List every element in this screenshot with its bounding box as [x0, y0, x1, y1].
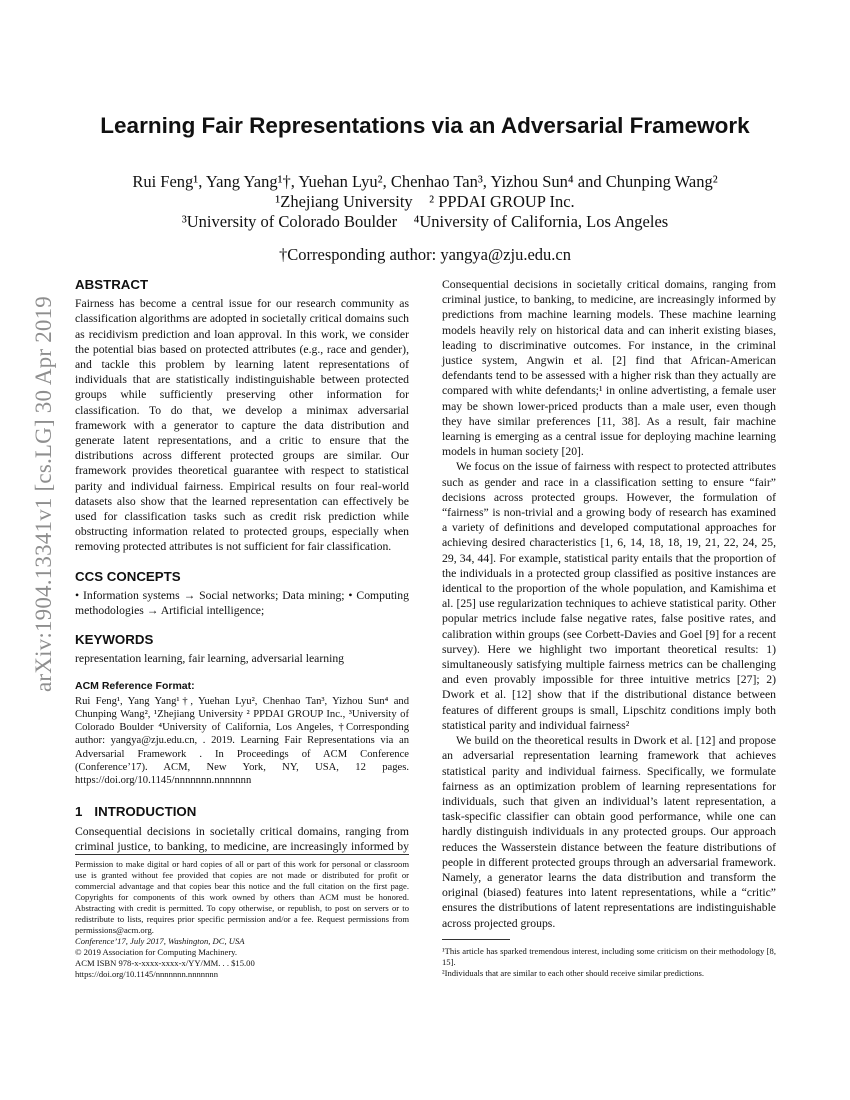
- author-block: [40, 172, 810, 265]
- corresponding-author: †Corresponding author: yangya@zju.edu.cn: [279, 245, 571, 264]
- keywords-heading: KEYWORDS: [75, 632, 154, 648]
- abstract-heading: ABSTRACT: [75, 277, 149, 292]
- arxiv-identifier: [20, 298, 68, 690]
- footnote-2: ²Individuals that are similar to each other should receive similar predictions.: [442, 968, 704, 978]
- footnote-divider: [442, 939, 510, 940]
- intro-paragraph-1: Consequential decisions in societally critical domains, ranging from criminal justice, to banking, to medicine, are increasingly informed by predictions from machine learning models. These machine learning models heavily rely on historical data and can inherit existing biases, leading to discriminative outcomes. For instance, in the criminal justice system, Angwin et al. [2] find that African-American defendants tend to be assessed with a higher risk than they actually are compared with white defendants;¹ in online advertisting, a female user may be shown lower-priced products than a male user, even though they have similar preferences [11, 38]. As a result, fair machine learning is emerging as a central issue for deploying machine learning models in human society [20].: [442, 278, 776, 459]
- permission-notice: [75, 854, 409, 980]
- author-affiliations-1: ¹Zhejiang University ² PPDAI GROUP Inc.: [275, 192, 575, 211]
- paper-title: Learning Fair Representations via an Adversarial Framework: [100, 113, 750, 138]
- intro-paragraph-3: We build on the theoretical results in Dwork et al. [12] and propose an adversarial representation learning framework that achieves statistical parity and individual fairness. Specifically, we formulate fairness as an optimization problem of learning representations for individuals, such that given an individual’s latent representation, a task-specific classifier can obtain good performance, while one can hardly distinguish individuals in any protected groups. Our approach reduces the Wasserstein distance between the feature distributions of people in different protected groups through an adversarial framework. Namely, a generator learns the data distribution and transform the original (biased) features into latent representations, while a “critic” ensures the distributions of latent representations are indistinguishable across projected groups.: [442, 734, 776, 930]
- right-column: [442, 277, 776, 931]
- footnotes: [442, 939, 776, 979]
- section-number: 1: [75, 804, 83, 820]
- acm-reference-heading: ACM Reference Format:: [75, 679, 195, 692]
- arxiv-identifier-text: arXiv:1904.13341v1 [cs.LG] 30 Apr 2019: [31, 296, 56, 692]
- section-title: INTRODUCTION: [94, 804, 197, 820]
- copyright-line: © 2019 Association for Computing Machinery.: [75, 947, 238, 957]
- author-names: Rui Feng¹, Yang Yang¹†, Yuehan Lyu², Chenhao Tan³, Yizhou Sun⁴ and Chunping Wang²: [132, 172, 718, 191]
- intro-paragraph-1-start: Consequential decisions in societally critical domains, ranging from criminal justice, to banking, to medicine, are increasingly informed by: [75, 824, 409, 853]
- introduction-heading: [75, 804, 409, 819]
- ccs-heading: CCS CONCEPTS: [75, 568, 181, 584]
- abstract-text: Fairness has become a central issue for our research community as classification algorithms are adopted in societally critical domains such as recidivism prediction and loan approval. In this work, we consider the potential bias based on protected attributes (e.g., race and gender), and tackle this problem by learning latent representations of individuals that are statistically indistinguishable between protected groups while sufficiently preserving other information for classification. To do that, we develop a minimax adversarial framework with a generator to capture the data distribution and generate latent representations, and a critic to ensure that the distributions across different protected groups are similar. Our framework provides theoretical guarantee with respect to statistical parity and individual fairness. Empirical results on four real-world datasets also show that the learned representation can effectively be used for classification tasks such as credit risk prediction while obstructing information related to protected groups, especially when removing protected attributes is not sufficient for fair classification.: [75, 297, 409, 554]
- doi-line: https://doi.org/10.1145/nnnnnnn.nnnnnnn: [75, 969, 218, 979]
- left-column: [75, 277, 409, 854]
- acm-reference-text: Rui Feng¹, Yang Yang¹†, Yuehan Lyu², Chenhao Tan³, Yizhou Sun⁴ and Chunping Wang², ¹Zhejiang University ² PPDAI GROUP Inc., ³University of Colorado Boulder ⁴University of California, Los Angeles, †Corresponding author: yangya@zju.edu.cn, . 2019. Learning Fair Representations via an Adversarial Framework . In Proceedings of ACM Conference (Conference’17). ACM, New York, NY, USA, 12 pages. https://doi.org/10.1145/nnnnnnn.nnnnnnn: [75, 695, 409, 787]
- conference-info: Conference’17, July 2017, Washington, DC, USA: [75, 936, 245, 946]
- isbn-line: ACM ISBN 978-x-xxxx-xxxx-x/YY/MM. . . $15.00: [75, 958, 255, 968]
- ccs-text: • Information systems → Social networks; Data mining; • Computing methodologies → Artificial intelligence;: [75, 588, 409, 618]
- intro-paragraph-2: We focus on the issue of fairness with respect to protected attributes such as gender and race in a classification setting to ensure “fair” decisions across protected groups. However, the formulation of “fairness” is non-trivial and a growing body of research has examined a variety of definitions and developed computational approaches for achieving desired characteristics [1, 6, 14, 18, 18, 19, 21, 22, 24, 25, 29, 34, 44]. For example, statistical parity entails that the proportion of the individuals in a protected group classified as positive instances are identical to the proportion of the whole population, and Kamishima et al. [25] use regularization techniques to achieve statistical parity. Other popular metrics include false negative rates, false positive rates, and calibration within groups (see Corbett-Davies and Goel [9] for a recent survey). Here we highlight two important theoretical results: 1) simultaneously satisfying multiple fairness metrics can be challenging and even provably impossible for three intuitive metrics [27]; 2) Dwork et al. [12] show that if the distributional distance between features of different groups is small, Lipschitz conditions imply both statistical parity and individual fairness²: [442, 460, 776, 732]
- acm-reference: [75, 679, 409, 788]
- footnote-1: ¹This article has sparked tremendous interest, including some criticism on their methodology [8, 15].: [442, 946, 776, 967]
- author-affiliations-2: ³University of Colorado Boulder ⁴University of California, Los Angeles: [181, 212, 669, 231]
- permission-text: Permission to make digital or hard copies of all or part of this work for personal or classroom use is granted without fee provided that copies are not made or distributed for profit or commercial advantage and that copies bear this notice and the full citation on the first page. Copyrights for components of this work owned by others than ACM must be honored. Abstracting with credit is permitted. To copy otherwise, or republish, to post on servers or to redistribute to lists, requires prior specific permission and/or a fee. Request permissions from permissions@acm.org.: [75, 859, 409, 935]
- keywords-text: representation learning, fair learning, adversarial learning: [75, 652, 345, 666]
